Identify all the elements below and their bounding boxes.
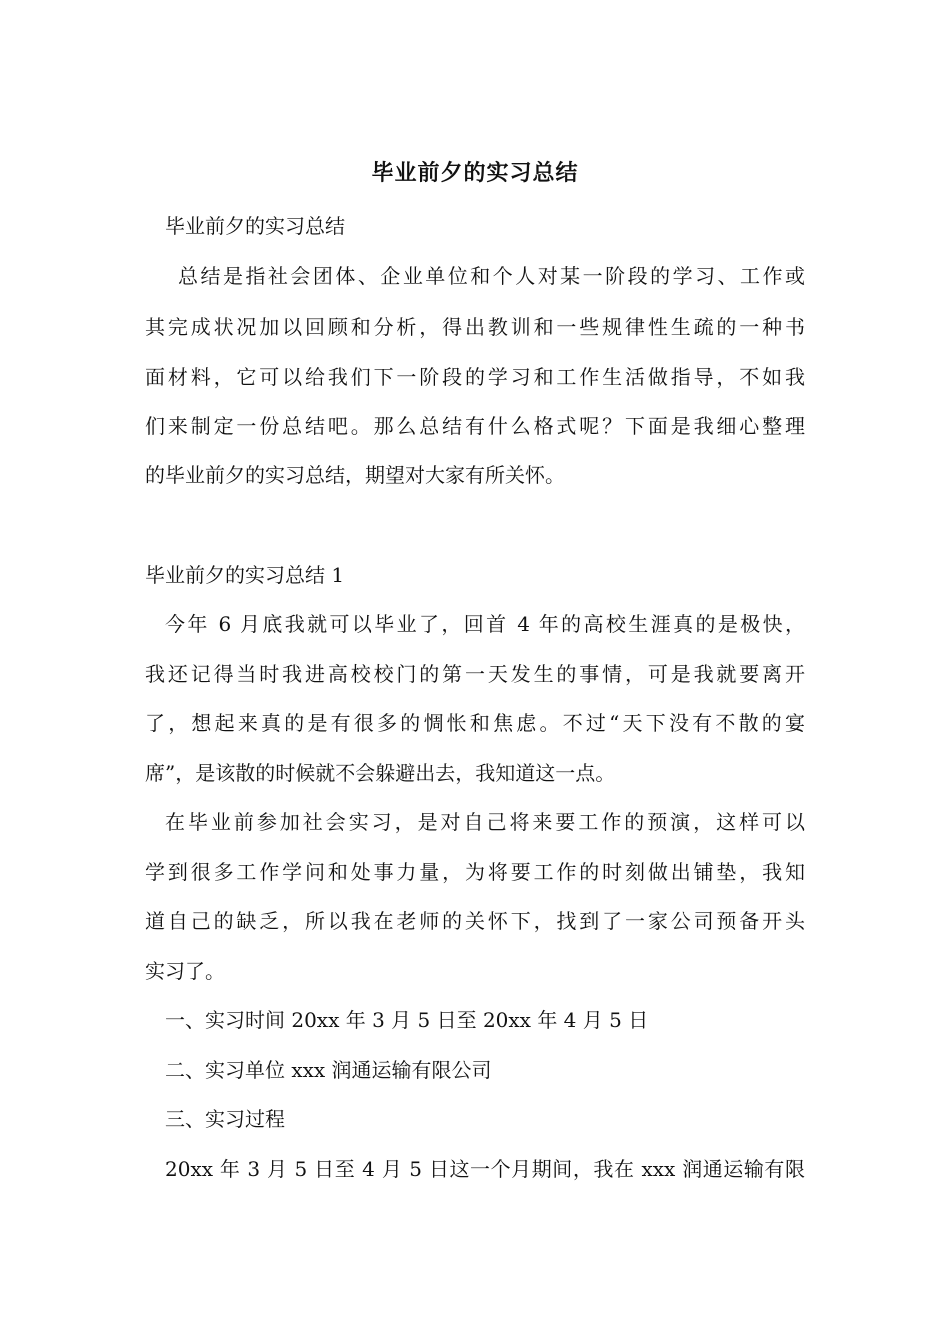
intro-line-2: 其完成状况加以回顾和分析，得出教训和一些规律性生疏的一种书 bbox=[145, 315, 805, 339]
para2-line-2: 学到很多工作学问和处事力量，为将要工作的时刻做出铺垫，我知 bbox=[145, 860, 805, 884]
para2-line-1: 在毕业前参加社会实习，是对自己将来要工作的预演，这样可以 bbox=[165, 810, 805, 834]
para1-line-4: 席”，是该散的时候就不会躲避出去，我知道这一点。 bbox=[145, 761, 616, 785]
process-line-1: 20xx 年 3 月 5 日至 4 月 5 日这一个月期间，我在 xxx 润通运输有限 bbox=[165, 1157, 805, 1181]
document-title: 毕业前夕的实习总结 bbox=[371, 160, 579, 186]
item-internship-unit: 二、实习单位 xxx 润通运输有限公司 bbox=[165, 1058, 492, 1082]
intro-line-1: 总结是指社会团体、企业单位和个人对某一阶段的学习、工作或 bbox=[178, 264, 805, 288]
para1-line-1: 今年 6 月底我就可以毕业了，回首 4 年的高校生涯真的是极快， bbox=[165, 612, 805, 636]
para1-line-3: 了，想起来真的是有很多的惆怅和焦虑。不过“天下没有不散的宴 bbox=[145, 711, 805, 735]
section-heading: 毕业前夕的实习总结 1 bbox=[145, 563, 345, 587]
para2-line-3: 道自己的缺乏，所以我在老师的关怀下，找到了一家公司预备开头 bbox=[145, 909, 805, 933]
intro-line-5: 的毕业前夕的实习总结，期望对大家有所关怀。 bbox=[145, 463, 565, 487]
item-internship-time: 一、实习时间 20xx 年 3 月 5 日至 20xx 年 4 月 5 日 bbox=[165, 1008, 649, 1032]
para2-line-4: 实习了。 bbox=[145, 959, 225, 983]
intro-line-4: 们来制定一份总结吧。那么总结有什么格式呢？下面是我细心整理 bbox=[145, 414, 805, 438]
intro-line-3: 面材料，它可以给我们下一阶段的学习和工作生活做指导，不如我 bbox=[145, 365, 805, 389]
item-internship-process: 三、实习过程 bbox=[165, 1107, 285, 1131]
document-subtitle: 毕业前夕的实习总结 bbox=[165, 214, 345, 238]
para1-line-2: 我还记得当时我进高校校门的第一天发生的事情，可是我就要离开 bbox=[145, 662, 805, 686]
